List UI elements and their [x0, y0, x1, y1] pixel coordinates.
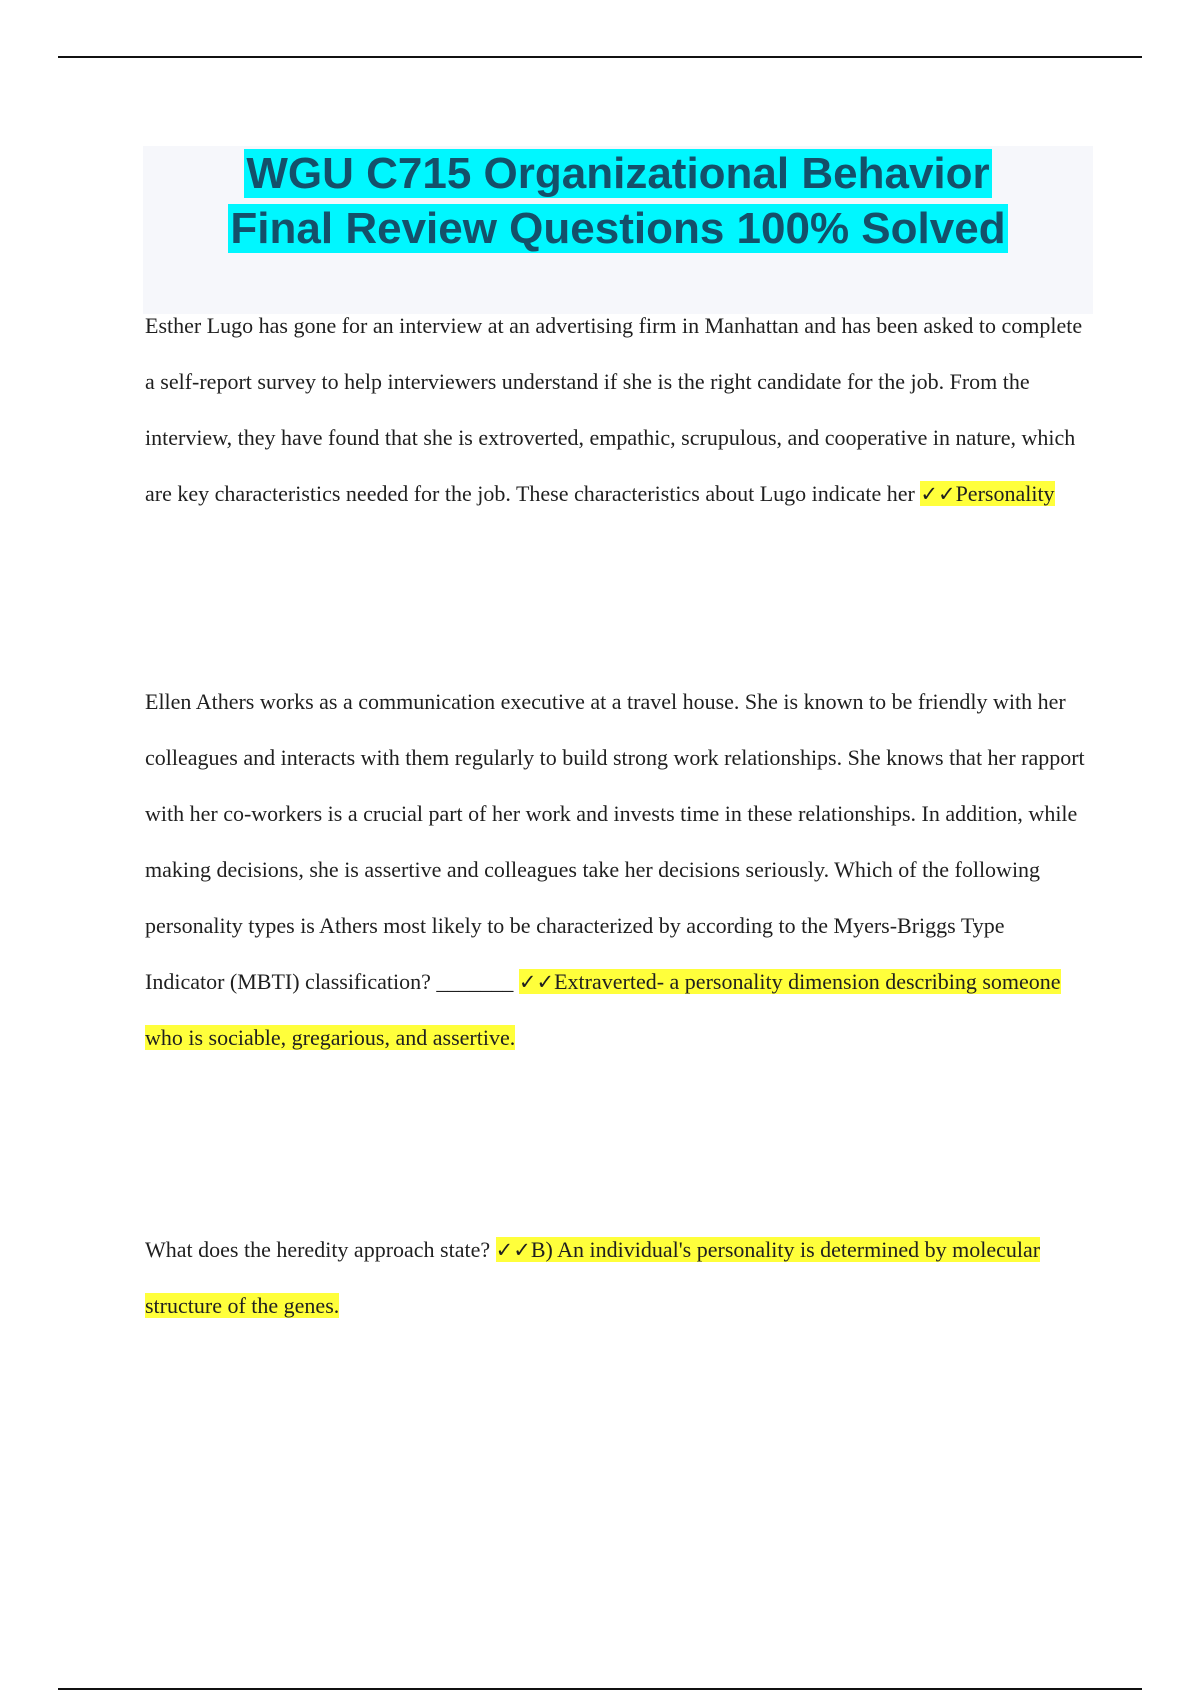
document-title: [143, 146, 1093, 314]
check-icon: ✓✓: [920, 482, 956, 506]
answer-text: Personality: [955, 481, 1055, 506]
answer-text: Extraverted- a personality dimension describing someone who is sociable, gregarious, and assertive.: [145, 969, 1061, 1050]
bottom-rule: [58, 1688, 1142, 1690]
check-icon: ✓✓: [495, 1238, 531, 1262]
question-block-1: [145, 298, 1085, 522]
question-block-3: [145, 1222, 1085, 1334]
check-icon: ✓✓: [518, 970, 555, 994]
title-line-2: Final Review Questions 100% Solved: [230, 204, 1006, 253]
answer-highlight: [920, 481, 1054, 506]
question-text: Ellen Athers works as a communication executive at a travel house. She is known to be friendly with her colleagues and interacts with them regularly to build strong work relationships. She knows that her rapport with her co-workers is a crucial part of her work and invests time in these relationships. In addition, while making decisions, she is assertive and colleagues take her decisions seriously. Which of the following personality types is Athers most likely to be characterized by according to the Myers-Briggs Type Indicator (MBTI) classification? _______: [145, 689, 1085, 994]
question-text: Esther Lugo has gone for an interview at an advertising firm in Manhattan and has been asked to complete a self-report survey to help interviewers understand if she is the right candidate for the job. From the interview, they have found that she is extroverted, empathic, scrupulous, and cooperative in nature, which are key characteristics needed for the job. These characteristics about Lugo indicate her: [145, 313, 1083, 506]
question-text: What does the heredity approach state?: [145, 1237, 491, 1262]
question-block-2: [145, 674, 1085, 1066]
top-rule: [58, 56, 1142, 58]
answer-text: B) An individual's personality is determined by molecular structure of the genes.: [145, 1237, 1041, 1318]
title-line-1: WGU C715 Organizational Behavior: [246, 149, 990, 198]
